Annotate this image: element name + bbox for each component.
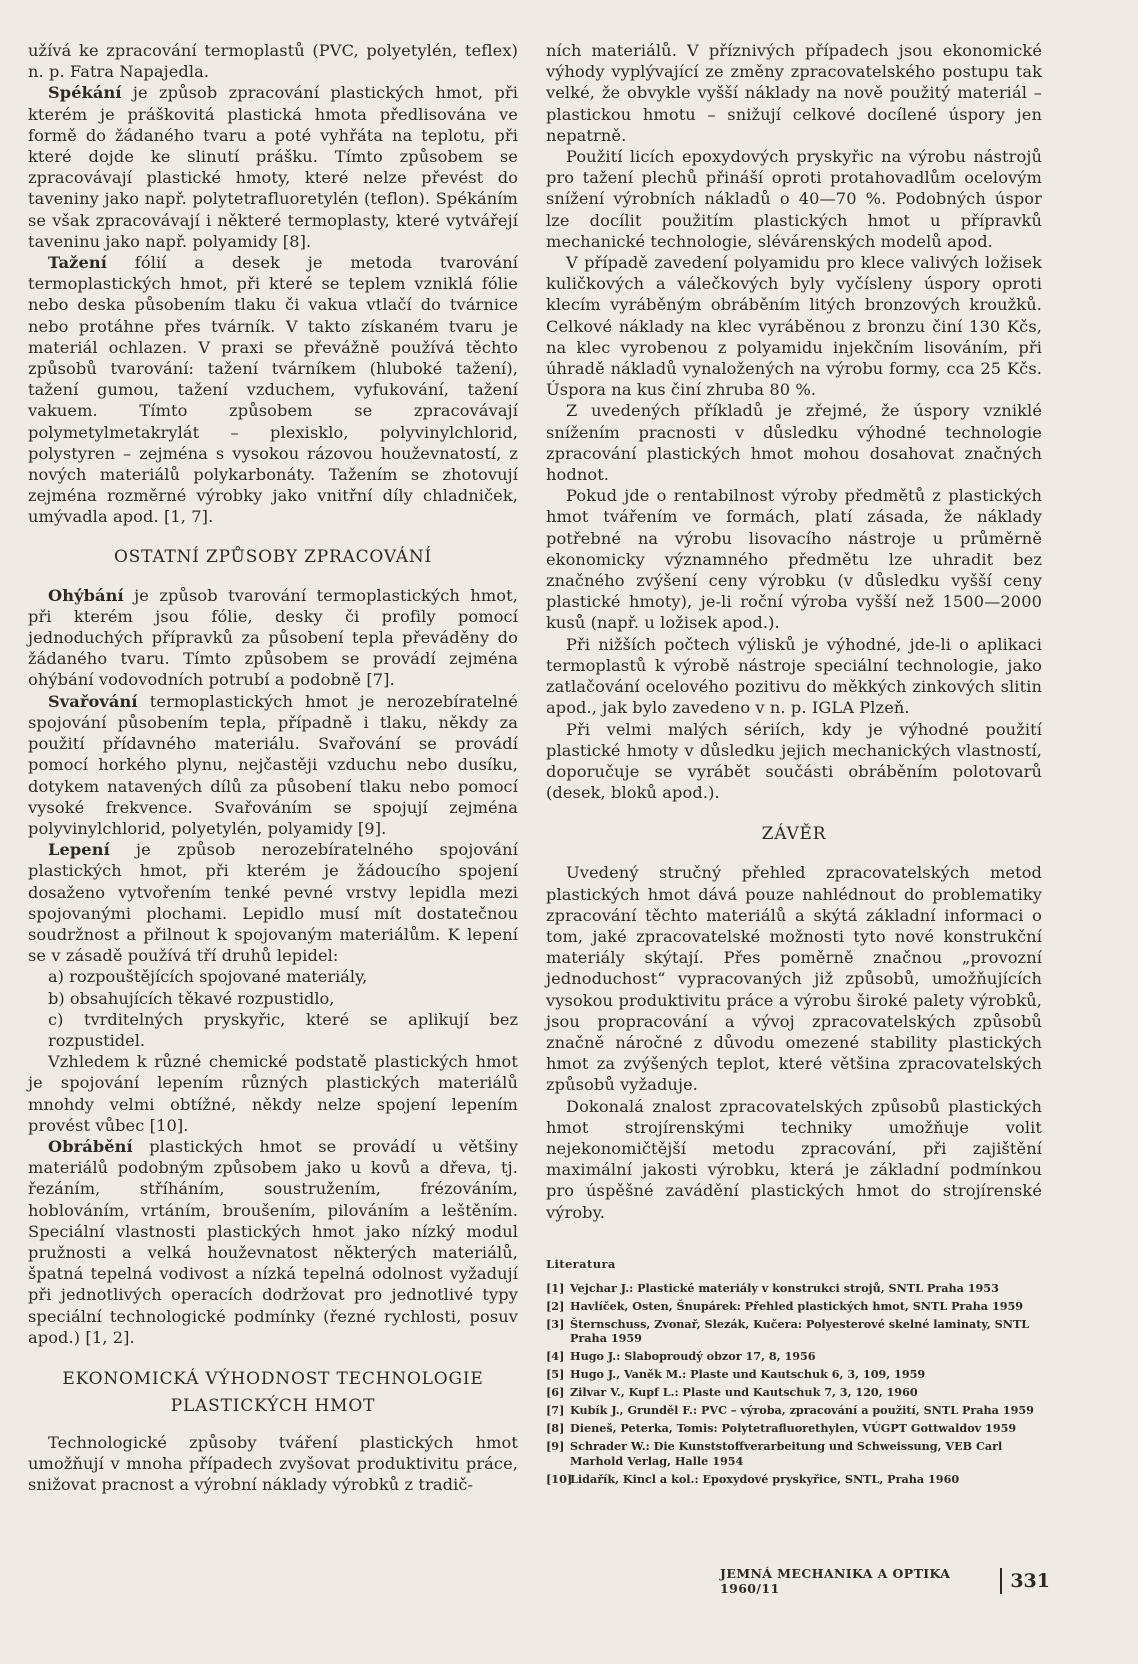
paragraph: Při nižších počtech výlisků je výhodné, jde-li o aplikaci termoplastů k výrobě nástroje speciální technologie, jako zatlačování ocelového pozitivu do měkkých zinkových slitin apod., jak bylo zavedeno v n. p. IGLA Plzeň. — [546, 634, 1042, 718]
reference-number: [9] — [546, 1439, 565, 1454]
reference-number: [6] — [546, 1385, 565, 1400]
reference-item — [546, 1439, 1042, 1468]
paragraph-text: je způsob zpracování plastických hmot, při kterém je práškovitá plastická hmota předlisována ve formě do žádaného tvaru a poté vyhřáta na teplotu, při které dojde ke slinutí prášku. Tímto způsobem se zpracovávají plastické hmoty, které nelze převést do taveniny jako např. polytetrafluoretylén (teflon). Spékáním se však zpracovávají i některé termoplasty, které vytvářejí taveninu jako např. polyamidy [8]. — [28, 83, 518, 251]
reference-item — [546, 1317, 1042, 1346]
paragraph: Použití licích epoxydových pryskyřic na výrobu nástrojů pro tažení plechů přináší oproti protahovadlům ocelovým snížení výrobních nákladů o 40—70 %. Podobných úspor lze docílit použitím plastických hmot u přípravků mechanické technologie, slévárenských modelů apod. — [546, 147, 1042, 251]
term: Ohýbání — [48, 585, 124, 605]
list-item: a) rozpouštějících spojované materiály, — [48, 967, 368, 987]
journal-name: JEMNÁ MECHANIKA A OPTIKA 1960/11 — [720, 1566, 951, 1596]
reference-text: Hugo J.: Slaboproudý obzor 17, 8, 1956 — [570, 1349, 816, 1364]
paragraph: užívá ke zpracování termoplastů (PVC, polyetylén, teflex) n. p. Fatra Napajedla. — [28, 41, 518, 82]
paragraph-svarovani — [28, 691, 518, 839]
section-heading: PLASTICKÝCH HMOT — [170, 1395, 376, 1416]
paragraph: Technologické způsoby tváření plastických hmot umožňují v mnoha případech zvyšovat produktivitu práce, snižovat pracnost a výrobní náklady výrobků z tradič- — [28, 1432, 518, 1495]
list-item: b) obsahujících těkavé rozpustidlo, — [48, 988, 335, 1008]
right-column — [546, 40, 1042, 1490]
section-heading: EKONOMICKÁ VÝHODNOST TECHNOLOGIE — [62, 1368, 484, 1389]
paragraph-obrabeni — [28, 1136, 518, 1348]
paragraph: ních materiálů. V příznivých případech jsou ekonomické výhody vyplývající ze změny zpracovatelského postupu tak velké, že obvykle vyšší náklady na nově použitý materiál – plastickou hmotu – snižují celkové docílené úspory jen nepatrně. — [546, 41, 1042, 145]
reference-item — [546, 1472, 1042, 1486]
term: Svařování — [48, 691, 138, 711]
term: Tažení — [48, 253, 107, 273]
term: Obrábění — [48, 1136, 133, 1156]
footer-divider — [1000, 1568, 1002, 1594]
paragraph-text: termoplastických hmot je nerozebíratelné spojování působením tepla, případně i tlaku, někdy za použití přídavného materiálu. Svařování se provádí pomocí horkého plynu, nejčastěji vzduchu nebo dusíku, dotykem natavených dílů za působení tlaku nebo pomocí vysoké frekvence. Svařováním se spojují zejména polyvinylchlorid, polyetylén, polyamidy [9]. — [28, 691, 518, 838]
paragraph-tazeni — [28, 252, 518, 528]
paragraph: Z uvedených příkladů je zřejmé, že úspory vzniklé snížením pracnosti v důsledku výhodné technologie zpracování plastických hmot mohou dosahovat značných hodnot. — [546, 401, 1042, 485]
left-column — [28, 40, 518, 1496]
reference-number: [1] — [546, 1280, 565, 1295]
reference-list — [546, 1281, 1042, 1486]
paragraph-ohybani — [28, 585, 518, 691]
paragraph-text: plastických hmot se provádí u většiny materiálů podobným způsobem jako u kovů a dřeva, tj. řezáním, stříháním, soustružením, frézováním, hoblováním, vrtáním, broušením, pilováním a leštěním. Speciální vlastnosti plastických hmot jako nízký modul pružnosti a velká houževnatost některých materiálů, špatná tepelná vodivost a nízká tepelná odolnost vyžadují při jednotlivých operacích dodržovat pro jednotlivé typy speciální technologické podmínky (řezné rychlosti, posuv apod.) [1, 2]. — [28, 1136, 518, 1347]
paragraph: Dokonalá znalost zpracovatelských způsobů plastických hmot strojírenskými techniky umožňuje volit nejekonomičtější metodu zpracování, při zajištění maximální jakosti výrobku, která je základní podmínkou pro úspěšné zavádění plastických hmot do strojírenské výroby. — [546, 1096, 1042, 1222]
reference-item — [546, 1421, 1042, 1435]
list-item: c) tvrditelných pryskyřic, které se aplikují bez rozpustidel. — [48, 1009, 518, 1050]
reference-text: Kubík J., Grunděl F.: PVC – výroba, zpracování a použití, SNTL Praha 1959 — [570, 1403, 1034, 1418]
reference-text: Lidařík, Kincl a kol.: Epoxydové pryskyřice, SNTL, Praha 1960 — [570, 1471, 960, 1486]
reference-item — [546, 1281, 1042, 1295]
reference-number: [2] — [546, 1298, 565, 1313]
reference-item — [546, 1349, 1042, 1363]
reference-text: Vejchar J.: Plastické materiály v konstrukci strojů, SNTL Praha 1953 — [570, 1280, 999, 1295]
paragraph-text: je způsob nerozebíratelného spojování plastických hmot, při kterém je žádoucího spojení dosaženo vytvořením tenké pevné vrstvy lepidla mezi spojovanými plochami. Lepidlo musí mít dostatečnou soudržnost a přilnout k spojovaným materiálům. K lepení se v zásadě používá tří druhů lepidel: — [28, 840, 518, 966]
reference-text: Hugo J., Vaněk M.: Plaste und Kautschuk 6, 3, 109, 1959 — [570, 1367, 926, 1382]
reference-text: Dieneš, Peterka, Tomis: Polytetrafluorethylen, VÚGPT Gottwaldov 1959 — [570, 1421, 1017, 1436]
paragraph-spekani — [28, 82, 518, 252]
reference-item — [546, 1403, 1042, 1417]
literature-heading: Literatura — [546, 1256, 616, 1271]
term: Lepení — [48, 840, 110, 860]
section-heading: OSTATNÍ ZPŮSOBY ZPRACOVÁNÍ — [113, 546, 433, 567]
reference-number: [8] — [546, 1421, 565, 1436]
term: Spékání — [48, 83, 122, 103]
reference-item — [546, 1385, 1042, 1399]
paragraph: Při velmi malých sériích, kdy je výhodné použití plastické hmoty v důsledku jejich mechanických vlastností, doporučuje se vyrábět součásti obráběním polotovarů (desek, bloků apod.). — [546, 719, 1042, 803]
paragraph: Pokud jde o rentabilnost výroby předmětů z plastických hmot tvářením ve formách, platí zásada, že náklady potřebné na výrobu lisovacího nástroje u průměrně ekonomicky významného předmětu lze uhradit bez značného zvýšení ceny výrobku (v důsledku vyšší ceny plastické hmoty), je-li roční výroba vyšší než 1500—2000 kusů (např. u ložisek apod.). — [546, 486, 1042, 633]
reference-text: Schrader W.: Die Kunststoffverarbeitung und Schweissung, VEB Carl Marhold Verlag, Halle 1954 — [570, 1439, 1003, 1468]
section-heading: ZÁVĚR — [761, 824, 827, 845]
reference-number: [3] — [546, 1316, 565, 1331]
paragraph: Uvedený stručný přehled zpracovatelských metod plastických hmot dává pouze nahlédnout do problematiky zpracování těchto materiálů a skýtá základní informaci o tom, jaké zpracovatelské možnosti tyto nové konstrukční materiály skýtají. Přes poměrně značnou „provozní jednoduchost“ vypracovaných již způsobů, umožňujících vysokou produktivitu práce a výrobu široké palety výrobků, jsou propracování a vývoj zpracovatelských způsobů značně náročné z důvodu omezené stability plastických hmot za zvýšených teplot, které většina zpracovatelských způsobů vyžaduje. — [546, 863, 1042, 1095]
reference-text: Havlíček, Osten, Šnupárek: Přehled plastických hmot, SNTL Praha 1959 — [570, 1298, 1024, 1313]
paragraph-lepeni — [28, 839, 518, 966]
reference-number: [5] — [546, 1367, 565, 1382]
reference-number: [4] — [546, 1349, 565, 1364]
paragraph: Vzhledem k různé chemické podstatě plastických hmot je spojování lepením různých plastických materiálů mnohdy velmi obtížné, někdy nelze spojení lepením provést vůbec [10]. — [28, 1052, 518, 1135]
reference-item — [546, 1299, 1042, 1313]
reference-item — [546, 1367, 1042, 1381]
page-footer — [720, 1566, 1050, 1596]
reference-number: [7] — [546, 1403, 565, 1418]
reference-text: Zilvar V., Kupf L.: Plaste und Kautschuk 7, 3, 120, 1960 — [570, 1385, 918, 1400]
paragraph-text: je způsob tvarování termoplastických hmot, při kterém jsou fólie, desky či profily pomocí jednoduchých přípravků za působení tepla převáděny do žádaného tvaru. Tímto způsobem se provádí zejména ohýbání vodovodních potrubí a podobně [7]. — [28, 585, 518, 690]
paragraph-text: fólií a desek je metoda tvarování termoplastických hmot, při které se teplem vzniklá fólie nebo deska působením tlaku či vakua vtlačí do tvárnice nebo protáhne přes tvárník. V takto získaném tvaru je materiál ochlazen. V praxi se převážně používá těchto způsobů tvarování: tažení tvárníkem (hluboké tažení), tažení gumou, tažení vzduchem, vyfukování, tažení vakuem. Tímto způsobem se zpracovávají polymetylmetakrylát – plexisklo, polyvinylchlorid, polystyren – zejména s vysokou rázovou houževnatostí, z nových materiálů polykarbonáty. Tažením se zhotovují zejména rozměrné výrobky jako vnitřní díly chladniček, umývadla apod. [1, 7]. — [28, 253, 518, 527]
reference-text: Šternschuss, Zvonař, Slezák, Kučera: Polyesterové skelné laminaty, SNTL Praha 1959 — [570, 1316, 1030, 1346]
page-number: 331 — [1010, 1570, 1050, 1592]
paragraph: V případě zavedení polyamidu pro klece valivých ložisek kuličkových a válečkových byly vyčísleny úspory oproti klecím vyráběným obráběním litých bronzových kroužků. Celkové náklady na klec vyráběnou z bronzu činí 130 Kčs, na klec vyrobenou z polyamidu injekčním lisováním, při úhradě nákladů vynaložených na výrobu formy, cca 25 Kčs. Úspora na kus činí zhruba 80 %. — [546, 253, 1042, 400]
reference-number: [10] — [546, 1471, 573, 1486]
